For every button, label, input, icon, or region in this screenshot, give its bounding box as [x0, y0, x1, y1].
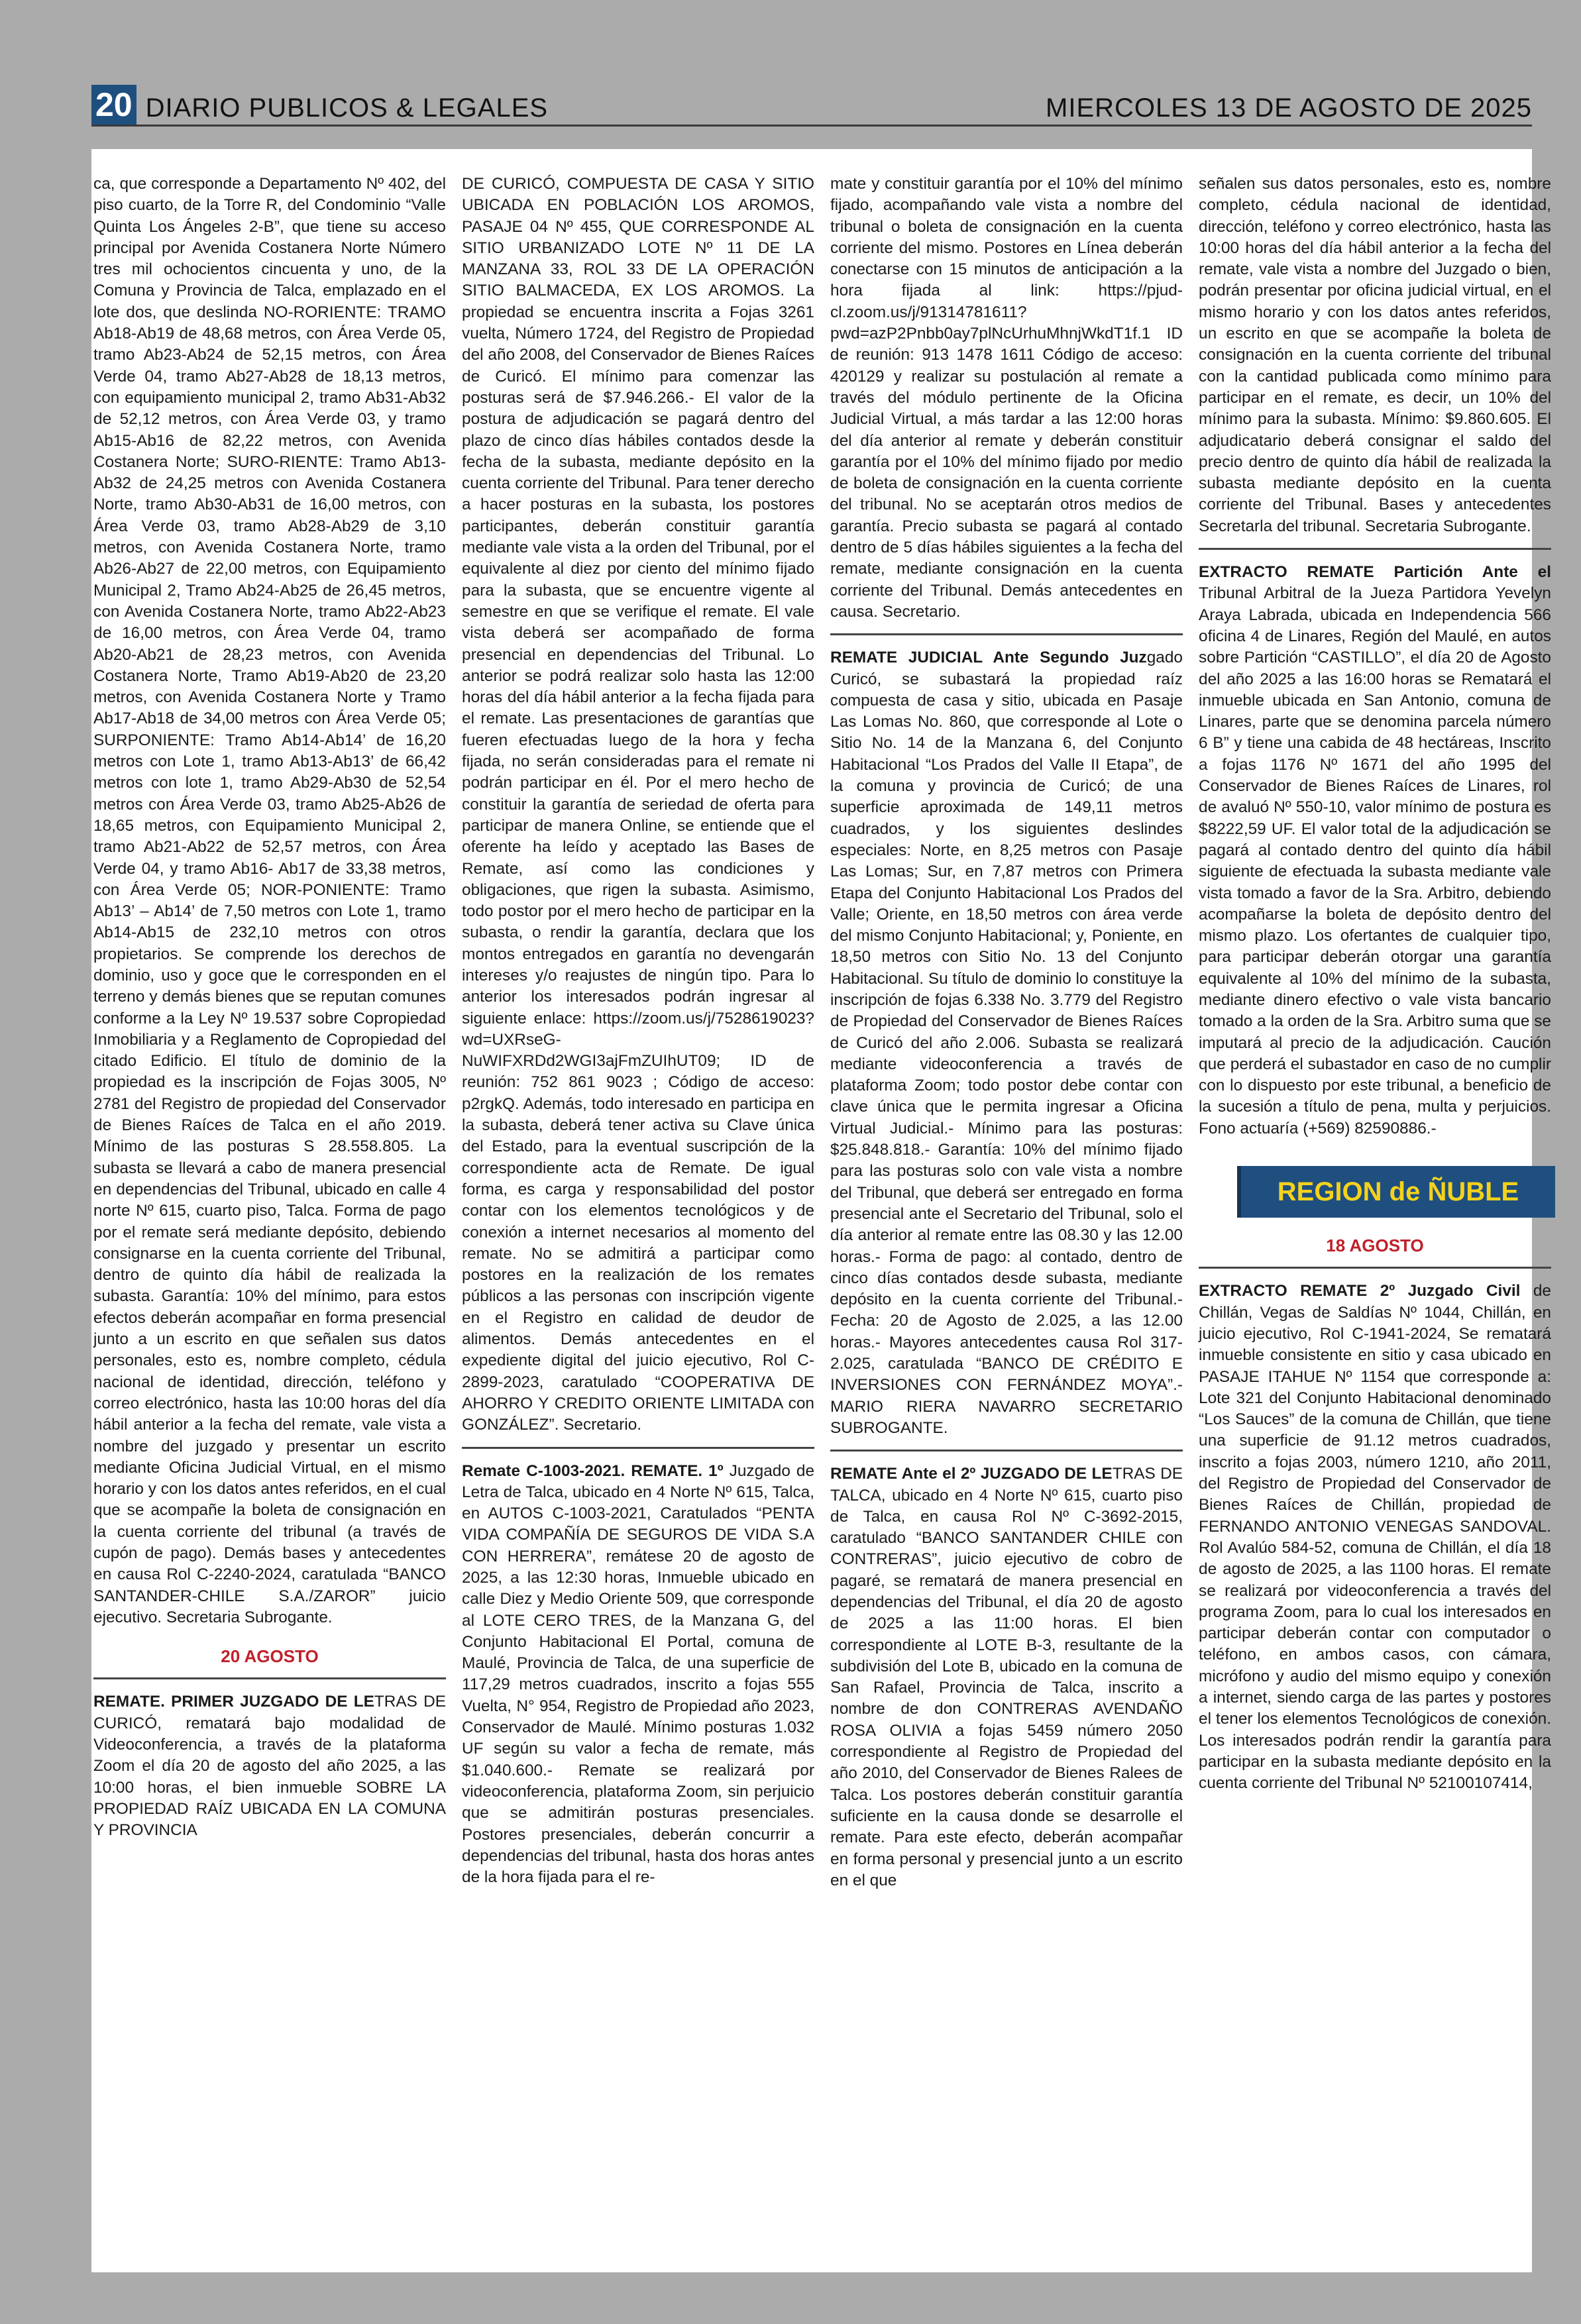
section-date: 18 AGOSTO [1326, 1236, 1424, 1256]
page-header [91, 85, 1532, 127]
notice-text: TRAS DE CURICÓ, rematará bajo modalidad de Videoconferencia, a través de la plataforma Zoom el día 20 de agosto del año 2025, a las 10:00 horas, el bien inmueble SOBRE LA PROPIEDAD RAÍZ UBICADA EN LA COMUNA Y PROVINCIA [93, 1693, 446, 1840]
column-1 [93, 174, 446, 1842]
notice-lead: REMATE Ante el 2º JUZGADO DE LE [830, 1465, 1113, 1483]
notice-text: de Chillán, Vegas de Saldías Nº 1044, Chillán, en juicio ejecutivo, Rol C-1941-2024, Se rematará inmueble consistente en sitio y casa ubicado en PASAJE ITAHUE Nº 1154 que corresponde a: Lote 321 del Conjunto Habitacional denominado “Los Sauces” de la comuna de Chillán, que tiene una superficie de 91.12 metros cuadrados, inscrito a fojas 2003, número 1210, año 2011, del Registro de Propiedad del Conservador de Bienes Raíces de Chillán, propiedad de FERNANDO ANTONIO VENEGAS SANDOVAL. Rol Avalúo 584-52, comuna de Chillán, el día 18 de agosto de 2025, a las 1100 horas. El remate se realizará por videoconferencia a través del programa Zoom, para lo cual los interesados en participar deberán contar con computador o teléfono, en ambos casos, con cámara, micrófono y audio del mismo equipo y conexión a internet, siendo carga de las partes y postores el tener los elementos Tecnológicos de conexión. Los interesados podrán rendir la garantía para participar en la subasta mediante depósito en la cuenta corriente del Tribunal Nº 52100107414, [1199, 1282, 1551, 1793]
notice-text: TRAS DE TALCA, ubicado en 4 Norte Nº 615, cuarto piso de Talca, en causa Rol Nº C-3692-2015, caratulado “BANCO SANTANDER CHILE con CONTRERAS”, juicio ejecutivo de cobro de pagaré, se rematará de manera presencial en dependencias del Tribunal, el día 20 de agosto de 2025 a las 11:00 horas. El bien correspondiente al LOTE B-3, resultante de la subdivisión del Lote B, ubicado en la comuna de San Rafael, Provincia de Talca, inscrito a nombre de don CONTRERAS AVENDAÑO ROSA OLIVIA a fojas 5459 número 2050 correspondiente al Registro de Propiedad del año 2010, del Conservador de Bienes Ralees de Talca. Los postores deberán constituir garantía suficiente en la causa donde se desarrolle el remate. Para este efecto, deberán acompañar en forma personal y presencial junto a un escrito en el que [830, 1465, 1183, 1889]
notice-text: mate y constituir garantía por el 10% del mínimo fijado, acompañando vale vista a nombre del tribunal o boleta de consignación en la cuenta corriente del mismo. Postores en Línea deberán conectarse con 15 minutos de anticipación a la hora fijada al link: https://pjud-cl.zoom.us/j/91314781611?pwd=azP2Pnbb0ay7plNcUrhuMhnjWkdT1f.1 ID de reunión: 913 1478 1611 Código de acceso: 420129 y realizar su postulación al remate a través del módulo pertinente de la Oficina Judicial Virtual, a más tardar a las 12:00 horas del día anterior al remate y deberán constituir garantía por el 10% del mínimo fijado por medio de boleta de consignación en la cuenta corriente del tribunal. No se aceptarán otros medios de garantía. Precio subasta se pagará al contado dentro de 5 días hábiles siguientes a la fecha del remate, mediante consignación en la cuenta corriente del Tribunal. Demás antecedentes en causa. Secretario. [830, 175, 1183, 621]
notice [93, 1691, 446, 1841]
notice-lead: REMATE. PRIMER JUZGADO DE LE [93, 1693, 374, 1711]
divider [462, 1447, 814, 1449]
notice-lead: EXTRACTO REMATE Partición Ante el [1199, 563, 1551, 582]
region-banner: REGION de ÑUBLE [1237, 1166, 1555, 1218]
notice-text: señalen sus datos personales, esto es, nombre completo, cédula nacional de identidad, dirección, teléfono y correo electrónico, hasta las 10:00 horas del día hábil anterior a la fecha del remate, vale vista a nombre del Juzgado o bien, podrán presentar por oficina judicial virtual, en el mismo horario y con los datos antes referidos, un escrito en que se acompañe la boleta de consignación en la cuenta corriente del tribunal con la cantidad publicada como mínimo para participar en el remate, es decir, un 10% del mínimo para la subasta. Mínimo: $9.860.605. El adjudicatario deberá consignar el saldo del precio dentro de quinto día hábil de realizada la subasta mediante depósito en la cuenta corriente del Tribunal. Bases y antecedentes Secretarla del tribunal. Secretaria Subrogante. [1199, 175, 1551, 535]
notice [1199, 562, 1551, 1139]
publication-date: MIERCOLES 13 DE AGOSTO DE 2025 [1046, 93, 1532, 123]
notice-text: DE CURICÓ, COMPUESTA DE CASA Y SITIO UBICADA EN POBLACIÓN LOS AROMOS, PASAJE 04 Nº 455, QUE CORRESPONDE AL SITIO URBANIZADO LOTE Nº 11 DE LA MANZANA 33, ROL 33 DE LA OPERACIÓN SITIO BALMACEDA, EX LOS AROMOS. La propiedad se encuentra inscrita a Fojas 3261 vuelta, Número 1724, del Registro de Propiedad del año 2008, del Conservador de Bienes Raíces de Curicó. El mínimo para comenzar las posturas será de $7.946.266.- El valor de la postura de adjudicación se pagará dentro del plazo de cinco días hábiles contados desde la fecha de la subasta, mediante depósito en la cuenta corriente del Tribunal. Para tener derecho a hacer posturas en la subasta, los postores participantes, deberán constituir garantía mediante vale vista a la orden del Tribunal, por el equivalente al diez por ciento del mínimo fijado para la subasta, que se encuentre vigente al semestre en que se verifique el remate. El vale vista deberá ser acompañado de forma presencial en dependencias del Tribunal. Lo anterior se podrá realizar solo hasta las 12:00 horas del día hábil anterior a la fecha fijada para el remate. Las presentaciones de garantías que fueren efectuadas luego de la hora y fecha fijada, no serán consideradas para el remate ni podrán participar en él. Por el mero hecho de constituir la garantía de seriedad de oferta para participar de manera Online, se entiende que el oferente ha leído y aceptado las Bases de Remate, así como las condiciones y obligaciones, que rigen la subasta. Asimismo, todo postor por el mero hecho de participar en la subasta, o rendir la garantía, declara que los montos entregados en garantía no devengarán intereses y/o reajustes de ningún tipo. Para lo anterior los interesados podrán ingresar al siguiente enlace: https://zoom.us/j/7528619023?wd=UXRseG-NuWIFXRDd2WGI3ajFmZUIhUT09; ID de reunión: 752 861 9023 ; Código de acceso: p2rgkQ. Además, todo interesado en participa en la subasta, deberá tener activa su Clave única del Estado, para la eventual suscripción de la correspondiente acta de Remate. De igual forma, es carga y responsabilidad del postor contar con los elementos tecnológicos y de conexión a internet necesarios al momento del remate. No se admitirá a participar como postores en la realización de los remates públicos a las personas con inscripción vigente en el Registro en calidad de deudor de alimentos. Demás antecedentes en el expediente digital del juicio ejecutivo, Rol C-2899-2023, caratulado “COOPERATIVA DE AHORRO Y CREDITO ORIENTE LIMITADA con GONZÁLEZ”. Secretario. [462, 175, 814, 1434]
notice-text: Juzgado de Letra de Talca, ubicado en 4 Norte Nº 615, Talca, en AUTOS C-1003-2021, Caratulados “PENTA VIDA COMPAÑÍA DE SEGUROS DE VIDA S.A CON HERRERA”, remátese 20 de agosto de 2025, a las 12:30 horas, Inmueble ubicado en calle Diez y Medio Oriente 509, que corresponde al LOTE CERO TRES, de la Manzana G, del Conjunto Habitacional El Portal, comuna de Maulé, Provincia de Talca, de una superficie de 117,29 metros cuadrados, inscrito a fojas 555 Vuelta, N° 954, Registro de Propiedad año 2023, Conservador de Maulé. Mínimo posturas 1.032 UF según su valor a fecha de remate, más $1.040.600.- Remate se realizará por videoconferencia, plataforma Zoom, sin perjuicio que se admitirán posturas presenciales. Postores presenciales, deberán concurrir a dependencias del tribunal, hasta dos horas antes de la hora fijada para el re- [462, 1461, 815, 1887]
notice [830, 647, 1183, 1439]
divider [830, 1450, 1183, 1452]
notice [462, 1461, 814, 1889]
divider [1199, 1267, 1551, 1269]
notice-text: Tribunal Arbitral de la Jueza Partidora Yevelyn Araya Labrada, ubicada en Independencia 566 oficina 4 de Linares, Región del Maulé, en autos sobre Partición “CASTILLO”, el día 20 de Agosto del año 2025 a las 16:00 horas se Rematará el inmueble ubicada en San Antonio, comuna de Linares, parte que se denomina parcela número 6 B” y tiene una cabida de 48 hectáreas, Inscrito a fojas 1176 Nº 1671 del año 1995 del Conservador de Bienes Raíces de Linares, rol de avaluó Nº 550-10, valor mínimo de postura es $8222,59 UF. El valor total de la adjudicación se pagará al contado dentro del quinto día hábil siguiente de efectuada la subasta mediante vale vista tomado a favor de la Sra. Arbitro, debiendo acompañarse la boleta de depósito dentro del mismo plazo. Los ofertantes de cualquier tipo, para participar deberán otorgar una garantía equivalente al 10% del mínimo de la subasta, mediante dinero efectivo o vale vista bancario tomado a la orden de la Sra. Arbitro suma que se imputará al precio de la adjudicación. Caución que perderá el subastador en caso de no cumplir con lo dispuesto por este tribunal, a beneficio de la sucesión a título de pena, multa y perjuicios. Fono actuaría (+569) 82590886.- [1199, 584, 1551, 1137]
notice [830, 1463, 1183, 1891]
column-4 [1199, 174, 1551, 1794]
page-number: 20 [91, 85, 136, 125]
notice-text: ca, que corresponde a Departamento Nº 402, del piso cuarto, de la Torre R, del Condominio “Valle Quinta Los Ángeles 2-B”, que tiene su acceso principal por Avenida Costanera Norte Número tres mil ochocientos cincuenta y uno, de la Comuna y Provincia de Talca, emplazado en el lote dos, que deslinda NO-RORIENTE: TRAMO Ab18-Ab19 de 48,68 metros, con Área Verde 05, tramo Ab23-Ab24 de 52,15 metros, con Área Verde 04, tramo Ab27-Ab28 de 18,13 metros, con equipamiento municipal 2, tramo Ab31-Ab32 de 52,12 metros, con Área Verde 03, y tramo Ab15-Ab16 de 82,22 metros, con Avenida Costanera Norte; SURO-RIENTE: Tramo Ab13-Ab32 de 24,25 metros con Avenida Costanera Norte, tramo Ab30-Ab31 de 16,00 metros, con Área Verde 03, tramo Ab28-Ab29 de 3,10 metros, con Avenida Costanera Norte, tramo Ab26-Ab27 de 22,00 metros, con Equipamiento Municipal 2, Tramo Ab24-Ab25 de 26,45 metros, con Avenida Costanera Norte, tramo Ab22-Ab23 de 16,00 metros, con Área Verde 04, tramo Ab20-Ab21 de 28,23 metros, con Avenida Costanera Norte, Tramo Ab19-Ab20 de 23,20 metros, con Avenida Costanera Norte y Tramo Ab17-Ab18 de 34,00 metros con Área Verde 05; SURPONIENTE: Tramo Ab14-Ab14’ de 16,20 metros con Lote 1, tramo Ab13-Ab13’ de 66,42 metros con lote 1, tramo Ab29-Ab30 de 52,54 metros con Área Verde 03, tramo Ab25-Ab26 de 18,65 metros, con Equipamiento Municipal 2, tramo Ab21-Ab22 de 52,57 metros, con Área Verde 04, y tramo Ab16- Ab17 de 33,38 metros, con Área Verde 05; NOR-PONIENTE: Tramo Ab13’ – Ab14’ de 7,50 metros con Lote 1, tramo Ab14-Ab15 de 232,10 metros con otros propietarios. Se comprende los derechos de dominio, uso y goce que le corresponden en el terreno y demás bienes que se reputan comunes conforme a la Ley Nº 19.537 sobre Copropiedad Inmobiliaria y a Reglamento de Copropiedad del citado Edificio. El título de dominio de la propiedad es la inscripción de Fojas 3005, Nº 2781 del Registro de propiedad del Conservador de Bienes Raíces de Talca en el año 2019. Mínimo de las posturas S 28.558.805. La subasta se llevará a cabo de manera presencial en dependencias del Tribunal, ubicado en calle 4 norte Nº 615, cuarto piso, Talca. Forma de pago por el remate será mediante depósito, debiendo consignarse en la cuenta corriente del Tribunal, dentro de quinto día hábil de realizada la subasta. Garantía: 10% del mínimo, para estos efectos deberán acompañar en forma presencial junto a un escrito en que señalen sus datos personales, esto es, nombre completo, cédula nacional de identidad, dirección, teléfono y correo electrónico, hasta las 10:00 horas del día hábil anterior a la fecha del remate, vale vista a nombre del juzgado y presentar un escrito mediante Oficina Judicial Virtual, en el mismo horario y con los datos antes referidos, en el cual que se acompañe la boleta de consignación en la cuenta corriente del tribunal (a través de cupón de pago). Demás bases y antecedentes en causa Rol C-2240-2024, caratulada “BANCO SANTANDER-CHILE S.A./ZAROR” juicio ejecutivo. Secretaria Subrogante. [93, 175, 446, 1626]
publication-name: DIARIO PUBLICOS & LEGALES [145, 93, 549, 123]
divider [93, 1677, 446, 1679]
divider [830, 633, 1183, 635]
notice-text: gado Curicó, se subastará la propiedad raíz compuesta de casa y sitio, ubicada en Pasaje Las Lomas No. 860, que corresponde al Lote o Sitio No. 14 de la Manzana 6, del Conjunto Habitacional “Los Prados del Valle II Etapa”, de la comuna y provincia de Curicó; de una superficie aproximada de 149,11 metros cuadrados, y los siguientes deslindes especiales: Norte, en 8,25 metros con Pasaje Las Lomas; Sur, en 7,87 metros con Primera Etapa del Conjunto Habitacional Los Prados del Valle; Oriente, en 18,50 metros con área verde del mismo Conjunto Habitacional; y, Poniente, en 18,50 metros con Sitio No. 13 del Conjunto Habitacional. Su título de dominio lo constituye la inscripción de fojas 6.338 No. 3.779 del Registro de Propiedad del Conservador de Bienes Raíces de Curicó del año 2.006. Subasta se realizará mediante videoconferencia a través de plataforma Zoom; todo postor debe contar con clave única que le permita ingresar a Oficina Virtual Judicial.- Mínimo para las posturas: $25.848.818.- Garantía: 10% del mínimo fijado para las posturas solo con vale vista a nombre del Tribunal, que deberá ser entregado en forma presencial ante el Secretario del Tribunal, solo el día anterior al remate entre las 08.30 y las 12.00 horas.- Forma de pago: al contado, dentro de cinco días contados desde subasta, mediante depósito en la cuenta corriente del Tribunal.-Fecha: 20 de Agosto de 2.025, a las 12.00 horas.- Mayores antecedentes causa Rol 317-2.025, caratulada “BANCO DE CRÉDITO E INVERSIONES CON FERNÁNDEZ MOYA”.- MARIO RIERA NAVARRO SECRETARIO SUBROGANTE. [830, 649, 1183, 1437]
column-2 [462, 174, 814, 1888]
notice-lead: REMATE JUDICIAL Ante Segundo Juz [830, 649, 1147, 667]
notice-lead: Remate C-1003-2021. REMATE. 1º [462, 1461, 724, 1480]
notice [1199, 1281, 1551, 1794]
section-date: 20 AGOSTO [221, 1646, 319, 1667]
notice-lead: EXTRACTO REMATE 2º Juzgado Civil [1199, 1282, 1521, 1300]
divider [1199, 548, 1551, 550]
column-3 [830, 174, 1183, 1891]
